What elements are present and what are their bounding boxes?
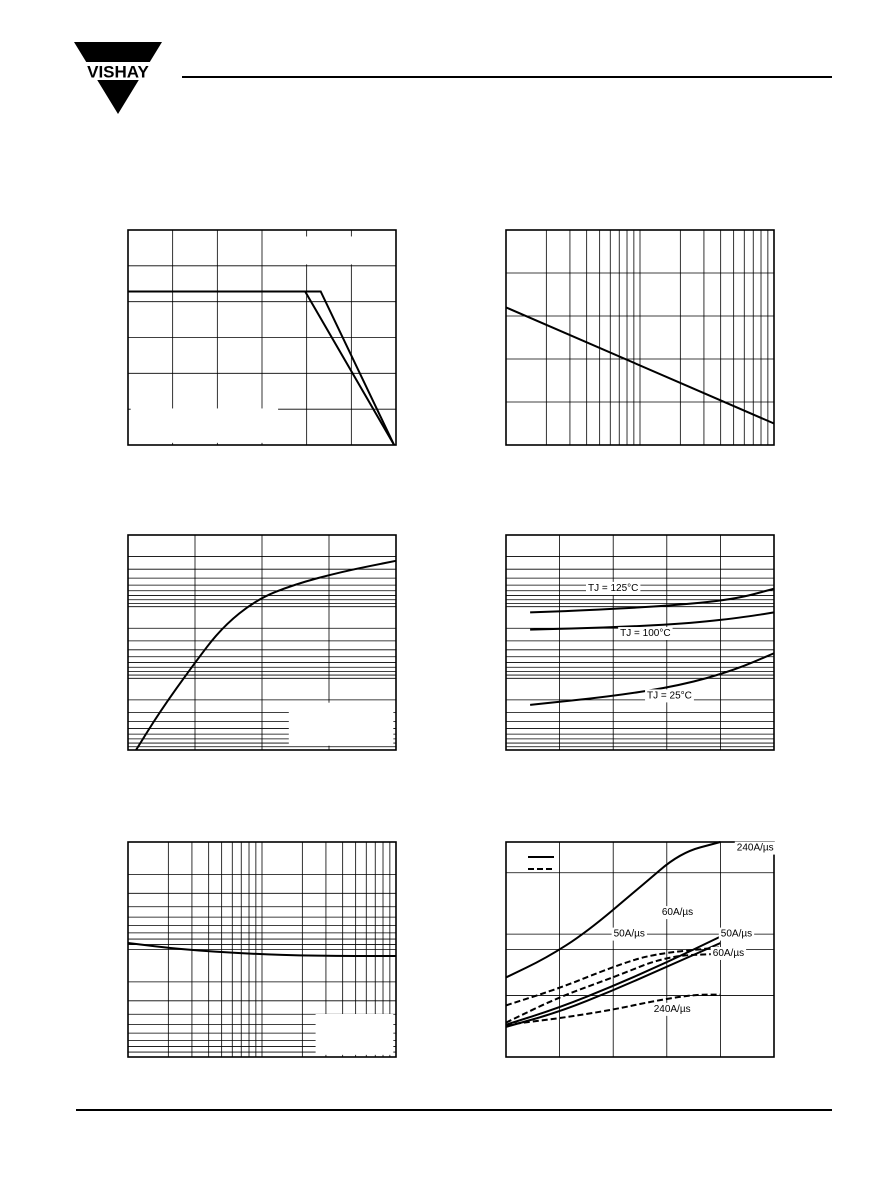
chart-3-forward-curve xyxy=(128,535,396,750)
chart-2-log-decreasing xyxy=(506,230,774,445)
blank-legend-box xyxy=(275,236,393,264)
c6-svg xyxy=(506,842,774,1057)
logo-text: VISHAY xyxy=(87,62,149,82)
series-label: 240A/µs xyxy=(653,1003,691,1015)
chart-1-derating xyxy=(128,230,396,445)
vishay-logo xyxy=(72,40,164,116)
grid xyxy=(506,230,774,445)
series-label: TJ = 125°C xyxy=(587,582,639,594)
series-label: 50A/µs xyxy=(613,928,645,940)
blank-legend-box xyxy=(289,703,394,746)
c1-svg xyxy=(128,230,396,445)
series-label: 50A/µs xyxy=(720,928,753,940)
c2-svg xyxy=(506,230,774,445)
series-label: 60A/µs xyxy=(661,907,694,919)
series-line xyxy=(530,589,774,613)
c4-svg xyxy=(506,535,774,750)
footer-rule xyxy=(76,1109,832,1111)
series-label: TJ = 25°C xyxy=(647,690,692,702)
c3-svg xyxy=(128,535,396,750)
header-rule xyxy=(182,76,832,78)
plot-frame xyxy=(506,535,774,750)
series-line xyxy=(530,612,774,629)
c5-svg xyxy=(128,842,396,1057)
legend xyxy=(528,857,554,869)
series-label: TJ = 100°C xyxy=(620,628,671,640)
series-label: 60A/µs xyxy=(712,947,745,959)
blank-legend-box xyxy=(131,408,278,442)
grid xyxy=(506,535,774,750)
chart-5-log-flat xyxy=(128,842,396,1057)
series-label: 240A/µs xyxy=(736,842,774,854)
blank-legend-box xyxy=(316,1014,394,1055)
chart-4-temperature-curves xyxy=(506,535,774,750)
chart-6-recovery-curves xyxy=(506,842,774,1057)
